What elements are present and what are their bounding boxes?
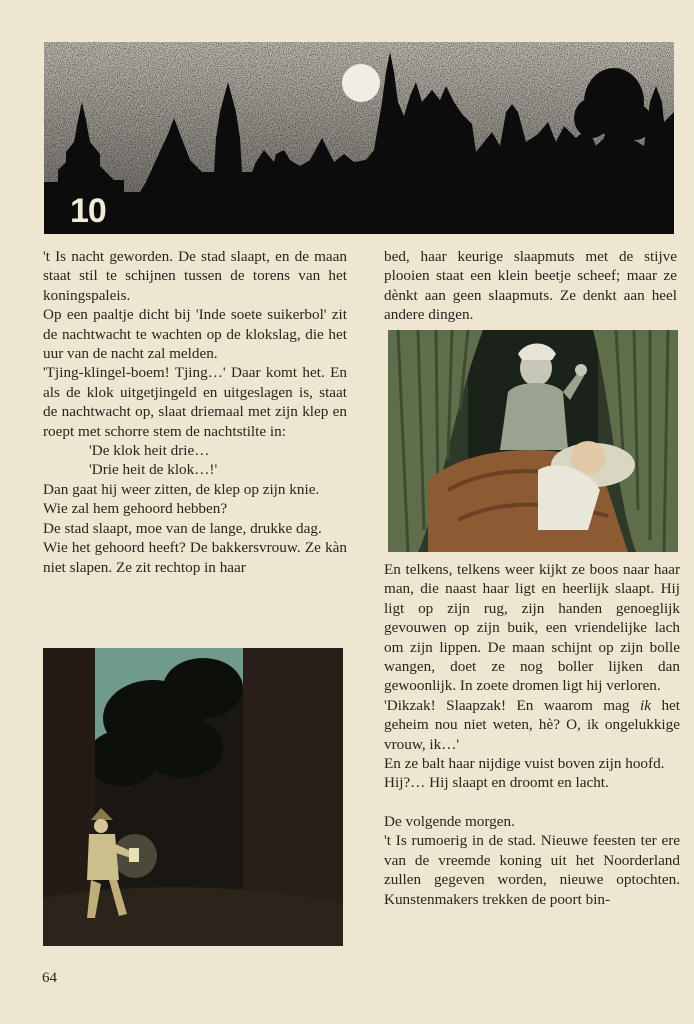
quote-start: 'Dikzak! Slaapzak! En waarom mag: [384, 696, 640, 714]
quote-end: het geheim nou niet weten, hè? O, ik ongelukkige vrouw, ik…': [384, 696, 680, 753]
chapter-banner: [44, 42, 674, 234]
paragraph: En telkens, telkens weer kijkt ze boos naar haar man, die naast haar ligt en heerlijk slaapt. Hij ligt op zijn rug, zijn handen genoeglijk gevouwen op zijn buik, een vriendelijke lach om zijn lippen. De maan schijnt op zijn bolle wangen, doet ze nog boller lijken dan gewoonlijk. In zoete dromen ligt hij verloren.: [384, 561, 680, 695]
paragraph: [384, 696, 680, 754]
chapter-number: 10: [70, 192, 106, 230]
paragraph: Hij?… Hij slaapt en droomt en lacht.: [384, 774, 609, 792]
paragraph: bed, haar keurige slaapmuts met de stijve plooien staat een klein beetje scheef; maar ze dènkt aan geen slaapmuts. Ze denkt aan heel andere dingen.: [384, 248, 677, 324]
skyline-illustration: [44, 42, 674, 234]
paragraph: De volgende morgen.: [384, 812, 515, 830]
emphasis: ik: [639, 696, 651, 714]
paragraph: En ze balt haar nijdige vuist boven zijn hoofd.: [384, 755, 665, 773]
right-text-column-bottom: [384, 560, 680, 909]
paragraph: 't Is rumoerig in de stad. Nieuwe feesten ter ere van de vreemde koning uit het Noorderland zullen gegeven worden, nieuwe optochten. Kunstenmakers trekken de poort bin-: [384, 832, 680, 908]
paragraph-gap: [384, 793, 680, 812]
paragraph: Wie zal hem gehoord hebben?: [43, 500, 228, 518]
moon-icon: [342, 64, 380, 102]
verse-line: 'Drie heit de klok…!': [89, 461, 218, 479]
page-number: 64: [42, 970, 57, 986]
paragraph: 'Tjing-klingel-boem! Tjing…' Daar komt het. En als de klok uitgetjingeld en uitgeslagen is, staat de nachtwacht op, slaat driemaal met zijn klep en roept met schorre stem de nachtstilte in:: [43, 364, 347, 440]
night-watchman-illustration: [43, 648, 343, 946]
paragraph: Wie het gehoord heeft? De bakkersvrouw. Ze kàn niet slapen. Ze zit rechtop in haar: [43, 539, 347, 576]
paragraph: Dan gaat hij weer zitten, de klep op zijn knie.: [43, 480, 320, 498]
paragraph: Op een paaltje dicht bij 'Inde soete suikerbol' zit de nachtwacht te wachten op de klokslag, die het uur van de nacht zal melden.: [43, 306, 347, 363]
left-text-column: [43, 247, 347, 577]
bedroom-illustration: [388, 330, 678, 552]
verse-line: 'De klok heit drie…: [89, 442, 210, 460]
paragraph: 't Is nacht geworden. De stad slaapt, en de maan staat stil te schijnen tussen de torens van het koningspaleis.: [43, 248, 347, 304]
paragraph: De stad slaapt, moe van de lange, drukke dag.: [43, 519, 322, 537]
right-text-column-top: [384, 247, 677, 325]
